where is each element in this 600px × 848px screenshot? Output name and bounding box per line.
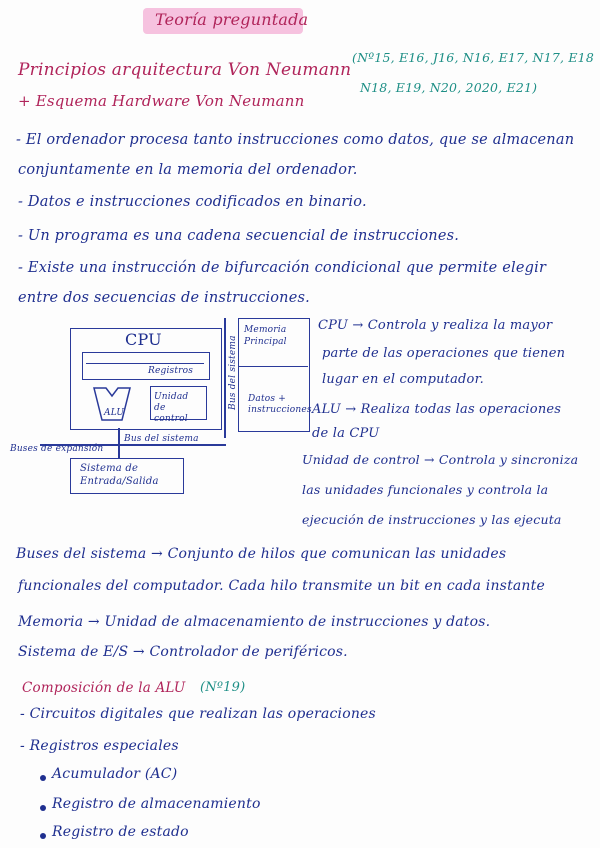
definition-line: funcionales del computador. Cada hilo transmite un bit en cada instante: [18, 578, 545, 594]
bullet-line: - Datos e instrucciones codificados en binario.: [18, 194, 367, 210]
bullet-line: entre dos secuencias de instrucciones.: [18, 290, 310, 306]
expansion-bus-label: Buses de expansión: [10, 444, 104, 454]
definition-line: Buses del sistema → Conjunto de hilos que comunican las unidades: [16, 546, 507, 562]
io-label: Sistema de Entrada/Salida: [80, 463, 159, 487]
memory-divider: [238, 366, 308, 367]
definition-line: CPU → Controla y realiza la mayor: [318, 318, 553, 333]
page-title: Teoría preguntada: [155, 10, 309, 29]
cpu-label: CPU: [125, 330, 162, 349]
definition-line: Sistema de E/S → Controlador de periféricos.: [18, 644, 348, 660]
definition-line: parte de las operaciones que tienen: [322, 346, 566, 361]
alu-subitem: Registro de almacenamiento: [52, 796, 261, 812]
bullet-dot: [40, 805, 46, 811]
register-divider: [86, 363, 204, 364]
bullet-line: - El ordenador procesa tanto instrucciones como datos, que se almacenan: [16, 132, 575, 148]
heading-alu-composition: Composición de la ALU: [22, 680, 186, 696]
bullet-line: - Un programa es una cadena secuencial de instrucciones.: [18, 228, 460, 244]
definition-line: Memoria → Unidad de almacenamiento de instrucciones y datos.: [18, 614, 491, 630]
system-bus-bottom-label: Bus del sistema: [124, 434, 199, 444]
alu-label: ALU: [104, 408, 125, 418]
cpu-bus-connector: [118, 428, 120, 458]
definition-line: de la CPU: [312, 426, 380, 441]
control-unit-label: Unidad de control: [154, 392, 189, 424]
heading-von-neumann-principles: Principios arquitectura Von Neumann: [18, 60, 352, 80]
definition-line: Unidad de control → Controla y sincroniza: [302, 452, 579, 467]
heading-hardware-scheme: + Esquema Hardware Von Neumann: [18, 92, 305, 110]
exam-references-line1: (Nº15, E16, J16, N16, E17, N17, E18: [352, 50, 594, 65]
alu-item: - Registros especiales: [20, 738, 179, 754]
definition-line: las unidades funcionales y controla la: [302, 482, 549, 497]
alu-subitem: Acumulador (AC): [52, 766, 178, 782]
registers-label: Registros: [148, 366, 194, 376]
bullet-dot: [40, 833, 46, 839]
system-bus-vertical-label: Bus del sistema: [228, 335, 238, 410]
exam-references-line2: N18, E19, N20, 2020, E21): [360, 80, 538, 95]
memory-label: Memoria Principal: [244, 325, 287, 347]
bullet-dot: [40, 775, 46, 781]
alu-item: - Circuitos digitales que realizan las operaciones: [20, 706, 376, 722]
alu-exam-reference: (Nº19): [200, 680, 246, 695]
system-bus-line: [224, 318, 226, 438]
memory-sub-label: Datos + instrucciones: [248, 394, 312, 415]
bullet-line: - Existe una instrucción de bifurcación condicional que permite elegir: [18, 260, 547, 276]
definition-line: ejecución de instrucciones y las ejecuta: [302, 512, 562, 527]
alu-subitem: Registro de estado: [52, 824, 189, 840]
bullet-line: conjuntamente en la memoria del ordenador.: [18, 162, 358, 178]
definition-line: ALU → Realiza todas las operaciones: [312, 402, 562, 417]
definition-line: lugar en el computador.: [322, 372, 484, 387]
